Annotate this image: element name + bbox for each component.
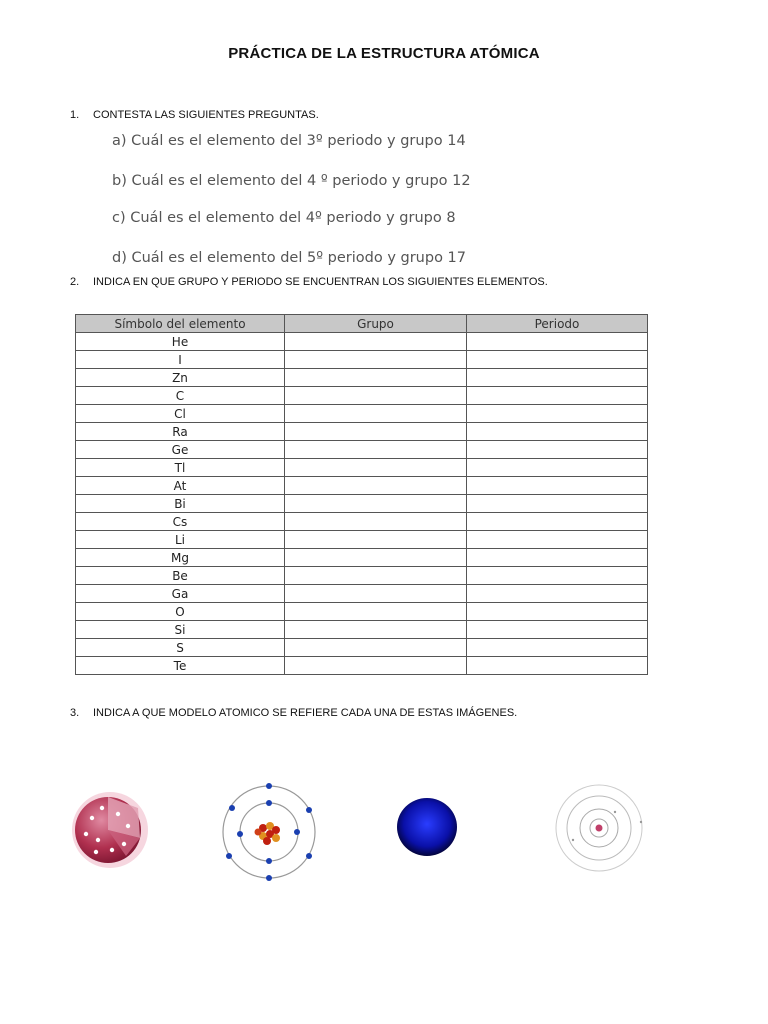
- element-symbol-cell: Cl: [76, 405, 285, 423]
- table-row: [76, 405, 648, 423]
- period-cell[interactable]: [467, 549, 648, 567]
- period-cell[interactable]: [467, 585, 648, 603]
- period-cell[interactable]: [467, 441, 648, 459]
- page-title: PRÁCTICA DE LA ESTRUCTURA ATÓMICA: [228, 45, 540, 62]
- header-group: Grupo: [285, 315, 467, 333]
- element-symbol-cell: Si: [76, 621, 285, 639]
- group-cell[interactable]: [285, 531, 467, 549]
- period-cell[interactable]: [467, 423, 648, 441]
- section-number: 1.: [70, 109, 80, 121]
- section-3-heading: [70, 707, 517, 719]
- section-text: INDICA A QUE MODELO ATOMICO SE REFIERE CADA UNA DE ESTAS IMÁGENES.: [93, 707, 518, 719]
- table-row: [76, 531, 648, 549]
- element-symbol-cell: Cs: [76, 513, 285, 531]
- group-cell[interactable]: [285, 657, 467, 675]
- period-cell[interactable]: [467, 531, 648, 549]
- thomson-model-icon: [68, 790, 152, 875]
- element-symbol-cell: S: [76, 639, 285, 657]
- group-cell[interactable]: [285, 567, 467, 585]
- period-cell[interactable]: [467, 495, 648, 513]
- table-row: [76, 441, 648, 459]
- group-cell[interactable]: [285, 621, 467, 639]
- element-symbol-cell: O: [76, 603, 285, 621]
- group-cell[interactable]: [285, 423, 467, 441]
- element-symbol-cell: Li: [76, 531, 285, 549]
- group-cell[interactable]: [285, 585, 467, 603]
- table-row: [76, 495, 648, 513]
- table-row: [76, 333, 648, 351]
- element-symbol-cell: Mg: [76, 549, 285, 567]
- period-cell[interactable]: [467, 657, 648, 675]
- period-cell[interactable]: [467, 513, 648, 531]
- table-row: [76, 459, 648, 477]
- question-d: d) Cuál es el elemento del 5º periodo y grupo 17: [112, 250, 467, 266]
- table-row: [76, 603, 648, 621]
- header-period: Periodo: [467, 315, 648, 333]
- period-cell[interactable]: [467, 603, 648, 621]
- period-cell[interactable]: [467, 459, 648, 477]
- element-symbol-cell: Zn: [76, 369, 285, 387]
- table-row: [76, 477, 648, 495]
- period-cell[interactable]: [467, 621, 648, 639]
- section-1-heading: [70, 109, 319, 121]
- question-c: c) Cuál es el elemento del 4º periodo y grupo 8: [112, 210, 456, 226]
- question-a: a) Cuál es el elemento del 3º periodo y grupo 14: [112, 133, 466, 149]
- element-symbol-cell: Ga: [76, 585, 285, 603]
- table-row: [76, 351, 648, 369]
- element-symbol-cell: I: [76, 351, 285, 369]
- period-cell[interactable]: [467, 387, 648, 405]
- question-b: b) Cuál es el elemento del 4 º periodo y grupo 12: [112, 173, 471, 189]
- table-row: [76, 567, 648, 585]
- element-symbol-cell: Bi: [76, 495, 285, 513]
- element-symbol-cell: Ge: [76, 441, 285, 459]
- group-cell[interactable]: [285, 477, 467, 495]
- period-cell[interactable]: [467, 333, 648, 351]
- section-number: 3.: [70, 707, 80, 719]
- group-cell[interactable]: [285, 333, 467, 351]
- table-row: [76, 621, 648, 639]
- element-symbol-cell: C: [76, 387, 285, 405]
- section-text: INDICA EN QUE GRUPO Y PERIODO SE ENCUENTRAN LOS SIGUIENTES ELEMENTOS.: [93, 276, 548, 288]
- dalton-model-icon: [394, 795, 460, 864]
- group-cell[interactable]: [285, 405, 467, 423]
- element-symbol-cell: At: [76, 477, 285, 495]
- element-symbol-cell: Tl: [76, 459, 285, 477]
- table-row: [76, 639, 648, 657]
- element-symbol-cell: Te: [76, 657, 285, 675]
- period-cell[interactable]: [467, 477, 648, 495]
- header-symbol: Símbolo del elemento: [76, 315, 285, 333]
- bohr-model-icon: [217, 780, 321, 889]
- table-row: [76, 369, 648, 387]
- period-cell[interactable]: [467, 567, 648, 585]
- group-cell[interactable]: [285, 603, 467, 621]
- elements-table: [75, 314, 648, 675]
- section-2-heading: [70, 276, 548, 288]
- group-cell[interactable]: [285, 549, 467, 567]
- group-cell[interactable]: [285, 387, 467, 405]
- table-row: [76, 549, 648, 567]
- table-row: [76, 513, 648, 531]
- group-cell[interactable]: [285, 441, 467, 459]
- period-cell[interactable]: [467, 639, 648, 657]
- period-cell[interactable]: [467, 369, 648, 387]
- element-symbol-cell: Ra: [76, 423, 285, 441]
- element-symbol-cell: Be: [76, 567, 285, 585]
- section-number: 2.: [70, 276, 80, 288]
- table-row: [76, 387, 648, 405]
- table-header-row: [76, 315, 648, 333]
- section-text: CONTESTA LAS SIGUIENTES PREGUNTAS.: [93, 109, 319, 121]
- table-row: [76, 585, 648, 603]
- group-cell[interactable]: [285, 495, 467, 513]
- table-row: [76, 423, 648, 441]
- period-cell[interactable]: [467, 351, 648, 369]
- table-row: [76, 657, 648, 675]
- element-symbol-cell: He: [76, 333, 285, 351]
- group-cell[interactable]: [285, 459, 467, 477]
- group-cell[interactable]: [285, 639, 467, 657]
- group-cell[interactable]: [285, 369, 467, 387]
- period-cell[interactable]: [467, 405, 648, 423]
- group-cell[interactable]: [285, 351, 467, 369]
- rutherford-model-icon: [553, 782, 649, 879]
- group-cell[interactable]: [285, 513, 467, 531]
